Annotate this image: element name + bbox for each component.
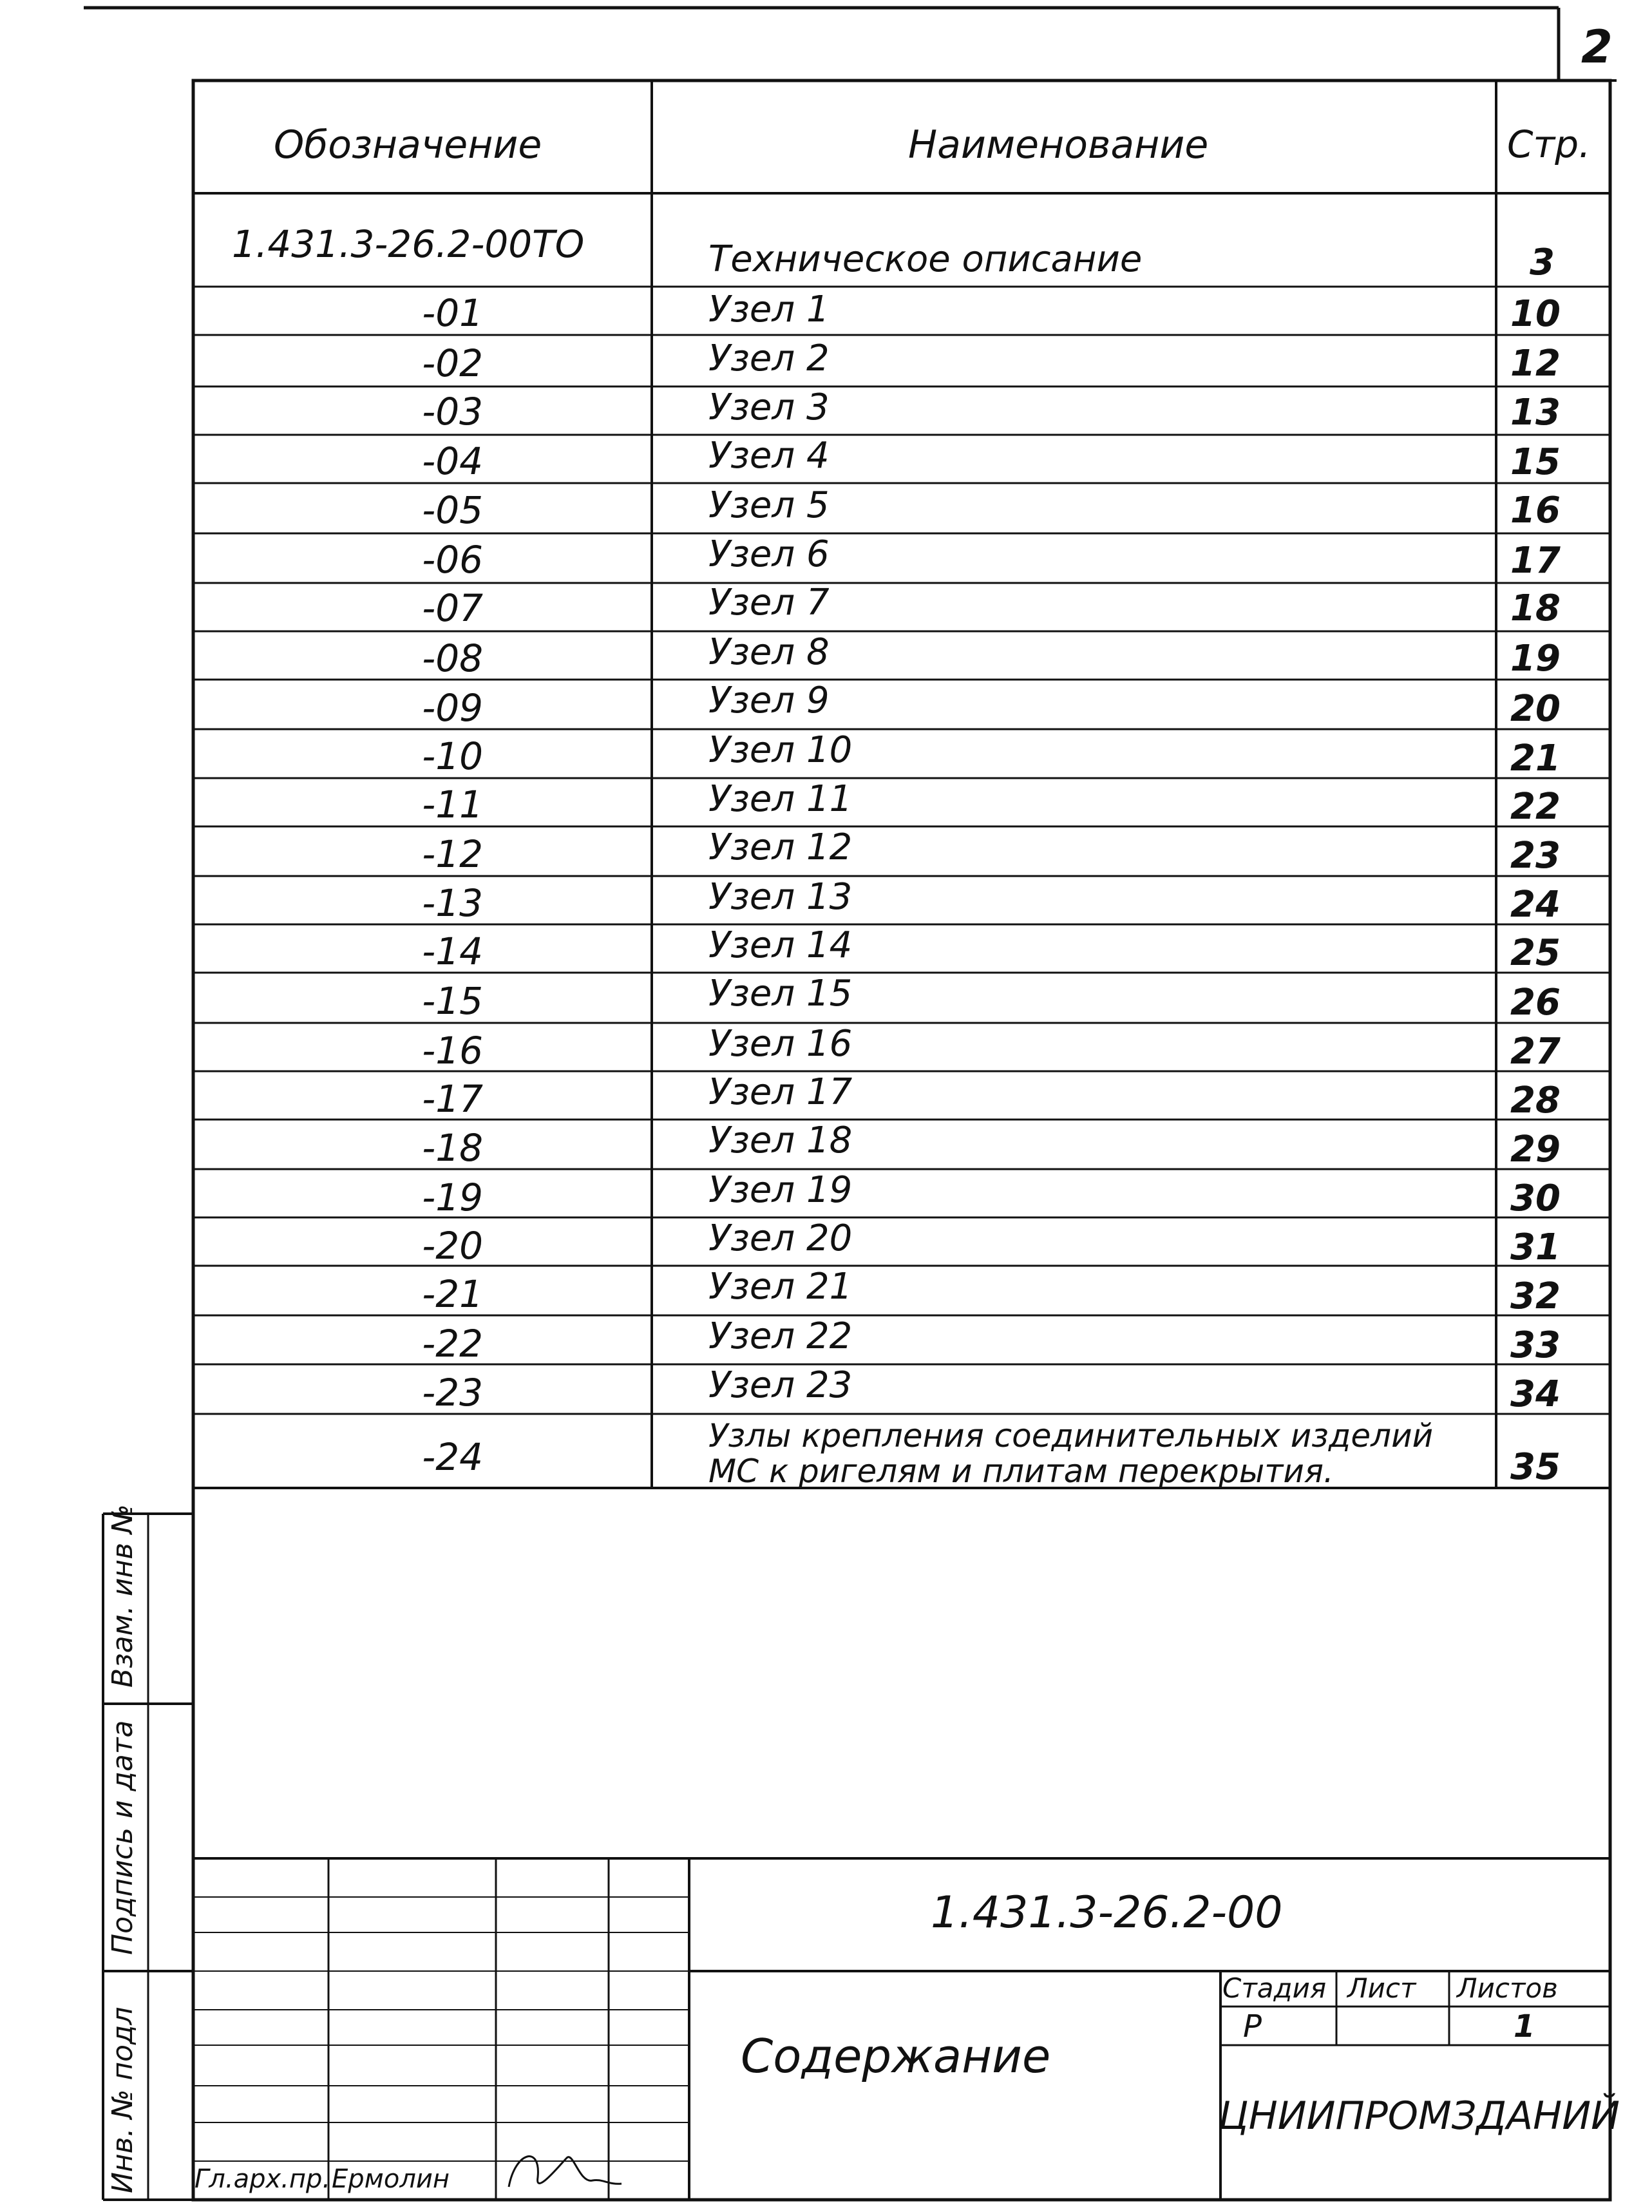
row-code: 1.431.3-26.2-00ТО [232,222,585,266]
row-page: 13 [1510,392,1561,434]
row-code: -07 [422,586,483,630]
row-name: Узел 4 [708,435,830,477]
row-name: Узел 2 [708,338,830,379]
row-page: 12 [1510,343,1561,385]
stage-value: Р [1243,2008,1262,2045]
side-label-inv-orig: Инв. № подл [106,2007,139,2193]
row-code: -04 [422,439,483,483]
row-page: 29 [1510,1129,1561,1170]
row-name: Узел 7 [708,582,830,624]
header-name: Наименование [908,122,1209,167]
row-page: 25 [1510,932,1561,974]
row-page: 22 [1510,786,1561,828]
side-label-sign-date: Подпись и дата [106,1720,139,1955]
row-name: Узел 6 [708,533,830,575]
row-code: -16 [422,1029,483,1073]
row-page: 15 [1510,441,1561,483]
row-code: -17 [422,1077,483,1121]
row-page: 32 [1510,1275,1561,1317]
row-code: -14 [422,930,483,973]
row-code: -02 [422,341,483,385]
sheets-value: 1 [1514,2008,1535,2045]
row-page: 16 [1510,490,1561,531]
row-code: -23 [422,1371,483,1415]
sheets-label: Листов [1457,1972,1558,2004]
header-page: Стр. [1507,122,1591,166]
row-name: Узел 17 [708,1071,853,1113]
doc-code: 1.431.3-26.2-00 [931,1887,1283,1938]
person-name: Ермолин [332,2164,450,2194]
row-page: 28 [1510,1080,1561,1121]
row-page: 34 [1510,1373,1561,1415]
row-page: 19 [1510,638,1561,680]
row-code: -05 [422,488,483,532]
row-page: 35 [1510,1446,1561,1488]
row-name: Узел 22 [708,1315,853,1357]
row-code: -13 [422,881,483,925]
row-code: -21 [422,1272,483,1316]
header-designation: Обозначение [274,122,542,167]
row-name: Узел 11 [708,778,853,820]
row-page: 31 [1510,1226,1561,1268]
row-code: -18 [422,1126,483,1170]
row-page: 23 [1510,835,1561,877]
row-name: Узел 18 [708,1120,853,1161]
row-code: -12 [422,832,483,876]
row-name: Узел 20 [708,1217,853,1259]
row-page: 26 [1510,982,1561,1024]
row-page: 10 [1510,293,1561,335]
row-code: -10 [422,734,483,778]
row-code: -19 [422,1176,483,1219]
row-page: 33 [1510,1324,1561,1366]
row-code: -01 [422,291,483,335]
row-name: Узел 16 [708,1023,853,1065]
row-page: 21 [1510,738,1561,779]
row-page: 18 [1510,587,1561,629]
sheet-label: Лист [1347,1972,1416,2004]
role-label: Гл.арх.пр. [195,2164,331,2194]
row-name: Узел 23 [708,1364,853,1406]
doc-title: Содержание [741,2029,1051,2083]
row-page: 24 [1510,884,1561,926]
row-name: Узел 15 [708,973,853,1015]
row-code: -03 [422,390,483,434]
row-name: Узел 12 [708,826,853,868]
row-name: Узел 5 [708,484,830,526]
row-page: 20 [1510,688,1561,730]
row-name: Узел 10 [708,729,853,771]
organization: ЦНИИПРОМЗДАНИЙ [1219,2093,1620,2139]
row-code: -06 [422,538,483,582]
row-name: Узел 1 [708,289,830,330]
side-label-replace-inv: Взам. инв № [106,1504,139,1688]
row-code: -15 [422,979,483,1023]
row-code: -22 [422,1322,483,1366]
row-page: 30 [1510,1178,1561,1219]
row-code: -09 [422,686,483,730]
row-page: 3 [1530,242,1555,283]
row-code: -20 [422,1224,483,1268]
row-page: 27 [1510,1031,1561,1073]
row-name-line2: МС к ригелям и плитам перекрытия. [708,1453,1334,1490]
row-code: -11 [422,783,483,826]
row-name: Узел 14 [708,924,853,966]
row-name: Техническое описание [708,238,1143,280]
row-name: Узел 19 [708,1169,853,1211]
row-name: Узел 9 [708,680,830,721]
row-name-line1: Узлы крепления соединительных изделий [708,1417,1434,1454]
row-page: 17 [1510,540,1561,582]
row-name: Узел 8 [708,631,830,673]
row-code: -24 [422,1435,483,1479]
row-code: -08 [422,636,483,680]
sheet-number: 2 [1581,21,1613,73]
stage-label: Стадия [1222,1972,1327,2004]
row-name: Узел 21 [708,1266,853,1308]
row-name: Узел 3 [708,386,830,428]
row-name: Узел 13 [708,876,853,918]
